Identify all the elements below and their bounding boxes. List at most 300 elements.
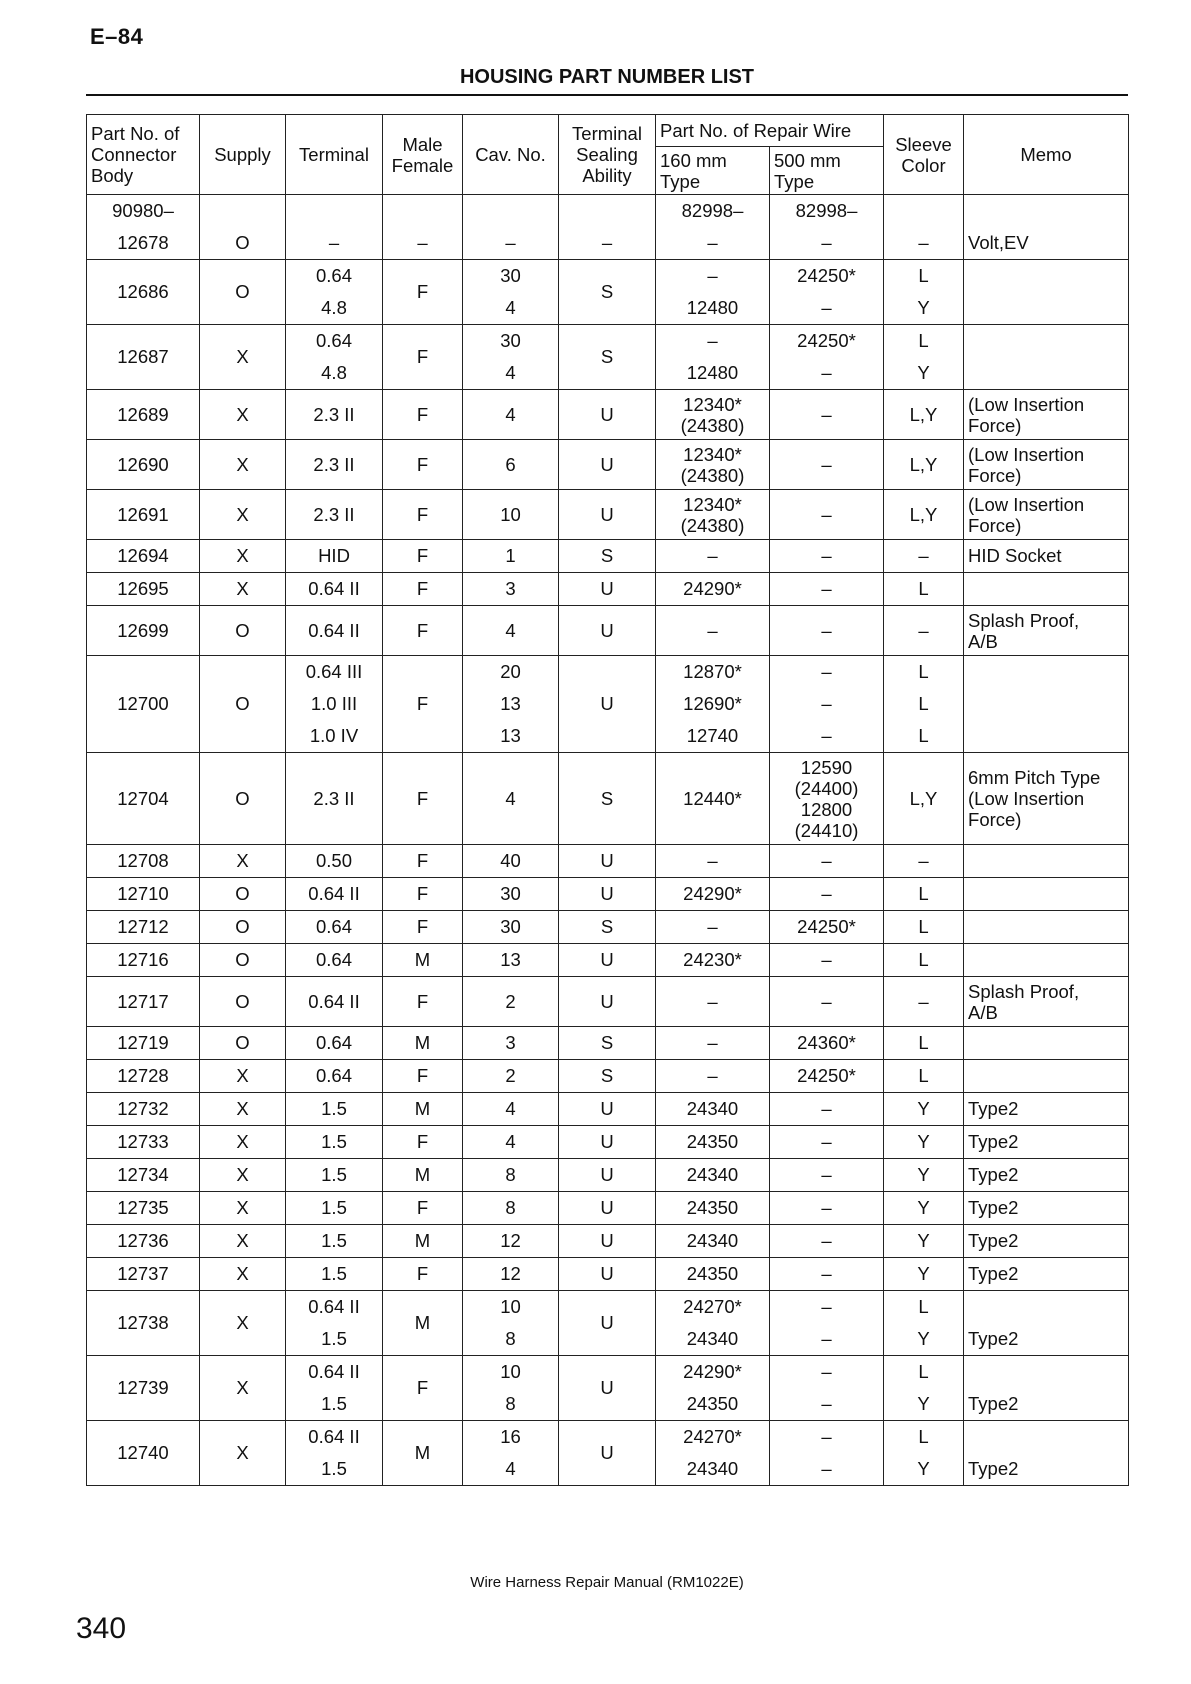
male-female-cell [383,977,463,1027]
sealing-cell-text: U [600,1312,614,1333]
wire-500-cell-text: – [821,1131,832,1152]
cav-no-cell-text: 13 [500,693,521,714]
cav-no-cell-text: 30 [500,265,521,286]
part-no-cell-text: 12689 [117,404,169,425]
cav-no-cell [463,195,559,260]
sealing-cell-text: U [600,504,614,525]
terminal-cell-text: 1.5 [321,1131,347,1152]
sleeve-color-cell-text: L [918,949,929,970]
wire-500-cell [770,1093,884,1126]
part-no-cell [87,977,200,1027]
memo-cell-text [968,1027,1124,1059]
male-female-cell-text: F [416,788,429,809]
table-row [87,260,1129,325]
part-no-cell-text: 12737 [117,1263,169,1284]
terminal-cell [286,1258,383,1291]
male-female-cell [383,911,463,944]
wire-500-cell [770,1258,884,1291]
wire-500-cell [770,606,884,656]
terminal-cell-text: 1.5 [321,1098,347,1119]
wire-160-cell [656,440,770,490]
part-no-cell [87,1291,200,1356]
male-female-cell-text: F [416,346,429,367]
header-160mm: 160 mm Type [656,147,770,195]
part-no-cell-text: 12719 [117,1032,169,1053]
part-no-cell-text: 12717 [117,991,169,1012]
male-female-cell-text: F [416,850,429,871]
supply-cell-text: X [236,454,249,475]
part-no-cell [87,1093,200,1126]
part-no-cell-text: 12716 [117,949,169,970]
wire-160-cell-text: – [707,1065,718,1086]
supply-cell [200,944,286,977]
terminal-cell-text: 0.64 II [308,578,360,599]
wire-160-cell [656,1225,770,1258]
wire-500-cell-text: 82998– [795,200,858,221]
wire-500-cell-text: 24250* [797,330,856,351]
memo-cell [964,1060,1129,1093]
table-row [87,573,1129,606]
supply-cell [200,1258,286,1291]
terminal-cell [286,1126,383,1159]
cav-no-cell [463,1356,559,1421]
wire-160-cell [656,1356,770,1421]
sealing-cell-text [563,195,651,227]
wire-500-cell-text: – [821,1263,832,1284]
memo-cell [964,390,1129,440]
part-no-cell [87,1027,200,1060]
sleeve-color-cell [884,1060,964,1093]
table-row [87,878,1129,911]
male-female-cell [383,440,463,490]
wire-500-cell-text: 24250* [797,916,856,937]
part-no-cell-text: 90980– [112,200,174,221]
wire-160-cell-text: – [707,850,718,871]
wire-160-cell-text: 24350 [686,1131,739,1152]
sealing-cell [559,540,656,573]
wire-160-cell [656,1258,770,1291]
terminal-cell-text: 1.0 IV [309,725,359,746]
wire-500-cell-text: – [821,578,832,599]
terminal-cell-text: 0.64 [315,916,352,937]
table-row [87,606,1129,656]
wire-500-cell-text: – [821,545,832,566]
male-female-cell-text: M [414,949,431,970]
memo-cell-text [968,276,1124,308]
memo-cell [964,944,1129,977]
terminal-cell-text: 0.64 [315,265,352,286]
terminal-cell [286,753,383,845]
cav-no-cell-text: 10 [500,504,521,525]
part-no-cell [87,911,200,944]
male-female-cell-text: M [414,1230,431,1251]
part-no-cell [87,753,200,845]
terminal-cell-text: 1.5 [321,1458,347,1479]
memo-cell-text: Splash Proof, [968,980,1080,1002]
cav-no-cell-text: 4 [505,1131,516,1152]
sealing-cell-text: – [601,232,613,253]
supply-cell [200,1060,286,1093]
wire-160-cell-text: 24340 [686,1230,739,1251]
memo-cell [964,1421,1129,1486]
sleeve-color-cell [884,1291,964,1356]
sleeve-color-cell [884,440,964,490]
wire-160-cell-text: 12740 [686,725,739,746]
cav-no-cell [463,1291,559,1356]
wire-500-cell [770,1225,884,1258]
cav-no-cell [463,1159,559,1192]
wire-500-cell-text: – [821,454,832,475]
memo-cell-text: Type2 [968,1197,1019,1218]
cav-no-cell-text: 8 [505,1164,516,1185]
supply-cell-text: O [235,281,250,302]
memo-cell-text [968,911,1124,943]
sealing-cell [559,1225,656,1258]
cav-no-cell-text: 4 [505,1098,516,1119]
part-no-cell [87,1192,200,1225]
terminal-cell-text: 2.3 II [313,454,355,475]
part-no-cell-text: 12712 [117,916,169,937]
wire-160-cell-text: 12480 [686,297,739,318]
male-female-cell-text: F [416,916,429,937]
wire-160-cell-text: – [707,991,718,1012]
male-female-cell-text: F [416,620,429,641]
terminal-cell-text: 0.50 [315,850,352,871]
wire-160-cell-text: 24340 [686,1098,739,1119]
sealing-cell-text: U [600,949,614,970]
part-no-cell-text: 12686 [117,281,169,302]
terminal-cell-text: 1.5 [321,1263,347,1284]
supply-cell [200,390,286,440]
header-terminal: Terminal [286,115,383,195]
part-no-cell-text: 12699 [117,620,169,641]
wire-500-cell [770,878,884,911]
sleeve-color-cell [884,1356,964,1421]
memo-cell-text: Type2 [968,1164,1019,1185]
sleeve-color-cell-text: L [918,916,929,937]
terminal-cell [286,944,383,977]
male-female-cell [383,1258,463,1291]
memo-cell [964,540,1129,573]
sealing-cell [559,1159,656,1192]
male-female-cell-text: F [416,545,429,566]
cav-no-cell-text: 3 [505,578,516,599]
memo-cell [964,490,1129,540]
part-no-cell [87,490,200,540]
wire-160-cell-text: – [707,330,718,351]
male-female-cell-text: M [414,1032,431,1053]
wire-500-cell-text: – [821,362,832,383]
male-female-cell-text: M [414,1164,431,1185]
male-female-cell [383,490,463,540]
wire-500-cell-text: – [821,661,832,682]
wire-500-cell-text: 24250* [797,265,856,286]
memo-cell-text: Type2 [968,1393,1019,1414]
part-no-cell-text: 12735 [117,1197,169,1218]
sleeve-color-cell-text: Y [917,1230,930,1251]
supply-cell-text: O [235,1032,250,1053]
sealing-cell-text: U [600,1263,614,1284]
part-no-cell [87,1258,200,1291]
terminal-cell-text: 0.64 [315,330,352,351]
terminal-cell-text: 0.64 II [308,883,360,904]
sleeve-color-cell [884,1192,964,1225]
sleeve-color-cell [884,1421,964,1486]
memo-cell [964,1093,1129,1126]
sealing-cell-text: U [600,1442,614,1463]
supply-cell [200,911,286,944]
part-no-cell [87,1159,200,1192]
sleeve-color-cell [884,1258,964,1291]
sealing-cell [559,390,656,440]
supply-cell [200,260,286,325]
sealing-cell [559,1027,656,1060]
terminal-cell [286,490,383,540]
memo-cell-text: Force) [968,414,1022,436]
sealing-cell [559,260,656,325]
wire-500-cell-text: – [821,1361,832,1382]
memo-cell-text: Type2 [968,1328,1019,1349]
sleeve-color-cell [884,977,964,1027]
terminal-cell-text: 1.5 [321,1197,347,1218]
supply-cell-text: X [236,1065,249,1086]
supply-cell [200,325,286,390]
memo-cell-text [968,1060,1124,1092]
wire-160-cell [656,656,770,753]
memo-cell-text: (Low Insertion [968,443,1085,465]
sleeve-color-cell [884,753,964,845]
memo-cell [964,1356,1129,1421]
table-row [87,195,1129,260]
supply-cell-text: X [236,346,249,367]
terminal-cell [286,260,383,325]
wire-160-cell [656,1291,770,1356]
sleeve-color-cell-text: – [918,232,929,253]
sleeve-color-cell-text: Y [917,1393,930,1414]
sleeve-color-cell-text: L [918,661,929,682]
cav-no-cell [463,540,559,573]
header-repair-wire: Part No. of Repair Wire [656,115,884,147]
supply-cell-text: X [236,504,249,525]
terminal-cell-text: 4.8 [321,362,347,383]
supply-cell [200,878,286,911]
table-row [87,1027,1129,1060]
table-row [87,1192,1129,1225]
cav-no-cell-text: 10 [500,1296,521,1317]
header-supply: Supply [200,115,286,195]
sleeve-color-cell-text: L,Y [909,504,938,525]
wire-160-cell [656,260,770,325]
cav-no-cell-text: 12 [500,1263,521,1284]
wire-160-cell-text: – [707,265,718,286]
sleeve-color-cell [884,1093,964,1126]
cav-no-cell [463,753,559,845]
sleeve-color-cell-text: Y [917,1458,930,1479]
wire-500-cell [770,1126,884,1159]
supply-cell-text: X [236,1164,249,1185]
table-row [87,540,1129,573]
memo-cell-text: Type2 [968,1458,1019,1479]
part-no-cell [87,390,200,440]
cav-no-cell-text: 4 [505,620,516,641]
male-female-cell [383,540,463,573]
supply-cell [200,1159,286,1192]
male-female-cell-text: – [417,232,428,253]
male-female-cell [383,390,463,440]
sleeve-color-cell-text: Y [917,1131,930,1152]
wire-500-cell [770,540,884,573]
supply-cell [200,656,286,753]
part-no-cell-text: 12740 [117,1442,169,1463]
part-no-cell [87,944,200,977]
terminal-cell-text: 1.0 III [310,693,358,714]
supply-cell-text: O [235,232,250,253]
supply-cell-text: X [236,578,249,599]
sleeve-color-cell-text: Y [917,1263,930,1284]
table-row [87,1356,1129,1421]
male-female-cell [383,195,463,260]
table-row [87,440,1129,490]
cav-no-cell-text: 8 [505,1197,516,1218]
supply-cell [200,195,286,260]
wire-500-cell [770,325,884,390]
header-cav-no: Cav. No. [463,115,559,195]
cav-no-cell [463,1258,559,1291]
wire-160-cell [656,878,770,911]
memo-cell-text: Type2 [968,1263,1019,1284]
memo-cell-text [968,1291,1124,1323]
sealing-cell-text: U [600,1131,614,1152]
wire-500-cell [770,656,884,753]
sleeve-color-cell-text: L [918,1032,929,1053]
terminal-cell [286,195,383,260]
table-body [87,195,1129,1486]
sealing-cell [559,656,656,753]
male-female-cell [383,1291,463,1356]
male-female-cell [383,1093,463,1126]
memo-cell-text: Type2 [968,1230,1019,1251]
memo-cell-text: (Low Insertion [968,788,1085,809]
wire-160-cell [656,490,770,540]
wire-160-cell [656,1027,770,1060]
page-number: 340 [76,1612,127,1645]
terminal-cell-text: 1.5 [321,1230,347,1251]
supply-cell [200,1126,286,1159]
male-female-cell [383,1356,463,1421]
wire-160-cell-text: 12870* [683,661,742,682]
supply-cell-text: O [235,916,250,937]
supply-cell-text: X [236,1442,249,1463]
male-female-cell-text: F [416,504,429,525]
wire-500-cell-text: (24400) [794,777,859,799]
wire-500-cell [770,573,884,606]
sealing-cell-text: U [600,620,614,641]
cav-no-cell-text: 4 [505,1458,516,1479]
cav-no-cell [463,1126,559,1159]
wire-500-cell-text: – [821,1393,832,1414]
wire-160-cell-text: 82998– [681,200,744,221]
wire-500-cell-text: – [821,693,832,714]
terminal-cell [286,977,383,1027]
part-no-cell-text: 12739 [117,1377,169,1398]
wire-500-cell [770,390,884,440]
terminal-cell-text: 1.5 [321,1328,347,1349]
wire-160-cell-text: – [707,232,718,253]
part-no-cell [87,540,200,573]
table-row [87,944,1129,977]
sealing-cell-text: S [600,788,614,809]
sealing-cell-text: S [600,916,614,937]
cav-no-cell [463,845,559,878]
male-female-cell [383,656,463,753]
sealing-cell [559,1421,656,1486]
supply-cell-text [204,195,281,227]
part-no-cell-text: 12687 [117,346,169,367]
memo-cell-text: A/B [968,1001,998,1023]
wire-160-cell-text: – [707,545,718,566]
sleeve-color-cell [884,878,964,911]
sleeve-color-cell [884,656,964,753]
table-row [87,656,1129,753]
terminal-cell [286,573,383,606]
sleeve-color-cell-text: L [918,1296,929,1317]
sleeve-color-cell-text: L [918,330,929,351]
male-female-cell-text [387,195,458,227]
sleeve-color-cell [884,911,964,944]
wire-500-cell [770,1291,884,1356]
male-female-cell-text: F [416,883,429,904]
terminal-cell-text: 2.3 II [313,504,355,525]
table-row [87,490,1129,540]
sleeve-color-cell [884,260,964,325]
male-female-cell-text: F [416,454,429,475]
memo-cell [964,325,1129,390]
supply-cell [200,1291,286,1356]
supply-cell-text: X [236,1230,249,1251]
part-no-cell [87,1126,200,1159]
male-female-cell [383,1159,463,1192]
part-no-cell [87,1356,200,1421]
terminal-cell-text [290,195,378,227]
male-female-cell [383,1225,463,1258]
sleeve-color-cell [884,195,964,260]
sleeve-color-cell [884,1126,964,1159]
part-no-cell [87,260,200,325]
supply-cell [200,1421,286,1486]
part-no-cell-text: 12738 [117,1312,169,1333]
cav-no-cell [463,1060,559,1093]
supply-cell [200,1093,286,1126]
wire-160-cell-text: – [707,1032,718,1053]
memo-cell [964,260,1129,325]
terminal-cell [286,656,383,753]
header-part-no: Part No. of Connector Body [87,115,200,195]
cav-no-cell-text: 10 [500,1361,521,1382]
terminal-cell [286,1356,383,1421]
table-row [87,1159,1129,1192]
title-rule [86,94,1128,96]
wire-500-cell [770,490,884,540]
wire-500-cell-text: 12800 [800,798,853,820]
cav-no-cell-text: 6 [505,454,516,475]
memo-cell-text: Volt,EV [968,232,1029,253]
memo-cell-text [968,1421,1124,1453]
sealing-cell [559,845,656,878]
memo-cell-text [968,195,1124,227]
part-no-cell [87,1225,200,1258]
sealing-cell [559,1258,656,1291]
male-female-cell [383,878,463,911]
